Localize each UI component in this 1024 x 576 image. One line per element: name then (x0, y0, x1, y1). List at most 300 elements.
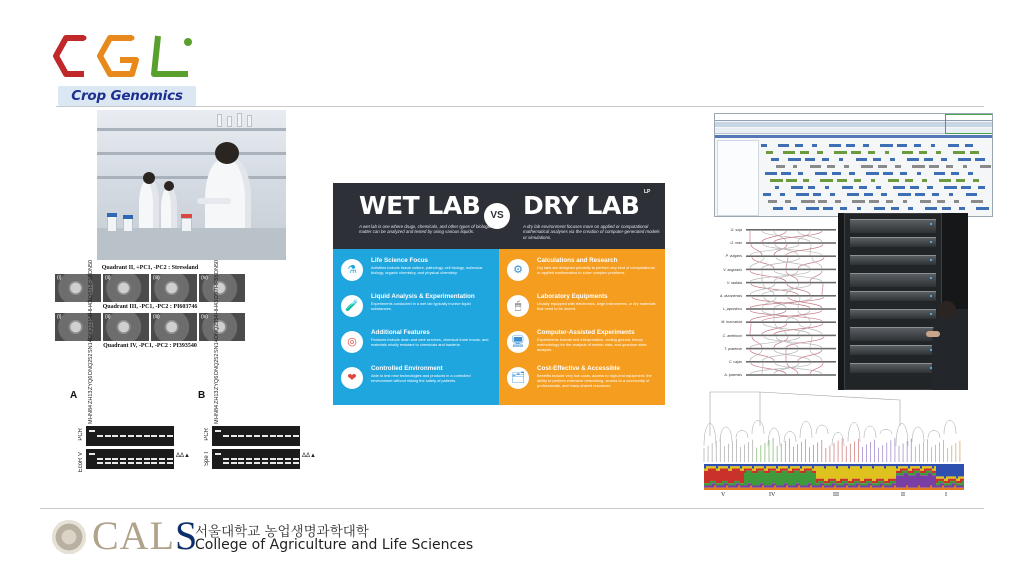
synteny-link (750, 271, 810, 282)
admixture-bar (796, 471, 798, 483)
admixture-bar (928, 473, 930, 488)
admixture-bar (766, 473, 768, 485)
synteny-link (798, 350, 822, 361)
admixture-bar (856, 483, 858, 488)
admixture-bar (918, 464, 920, 466)
admixture-bar (734, 469, 736, 481)
admixture-bar (906, 471, 908, 473)
browser-feature (937, 200, 945, 203)
gel-a-pcr (86, 426, 174, 446)
chromosome-track (746, 321, 836, 323)
browser-feature (856, 158, 867, 161)
admixture-bar (882, 483, 884, 485)
browser-feature (813, 193, 821, 196)
gel-band (293, 458, 299, 460)
admixture-bar (880, 479, 882, 481)
gel-band (136, 435, 142, 437)
admixture-bar (866, 485, 868, 487)
wet-lab-column (333, 249, 499, 405)
admixture-bar (912, 466, 914, 468)
gel-band (246, 462, 252, 464)
admixture-bar (954, 485, 956, 490)
admixture-bar (878, 481, 880, 486)
flask-icon: ⚗ (341, 259, 363, 281)
admixture-bar (934, 475, 936, 487)
browser-feature (857, 207, 861, 210)
gel-band (254, 458, 260, 460)
admixture-bar (790, 473, 792, 485)
admixture-bar (742, 464, 744, 466)
browser-feature (873, 158, 881, 161)
admixture-bar (932, 475, 934, 487)
admixture-bar (826, 466, 828, 481)
target-icon: ◎ (341, 331, 363, 353)
admixture-bar (960, 488, 962, 490)
synteny-link (752, 297, 810, 308)
admixture-bar (950, 476, 952, 478)
admixture-bar (930, 485, 932, 490)
browser-feature (912, 165, 925, 168)
server-unit (850, 291, 936, 301)
admixture-bar (908, 488, 910, 490)
admixture-bar (794, 485, 796, 487)
admixture-bar (902, 469, 904, 471)
admixture-bar (926, 464, 928, 466)
browser-feature (944, 186, 957, 189)
admixture-bar (874, 488, 876, 490)
browser-feature (783, 151, 795, 154)
admixture-bar (962, 479, 964, 481)
admixture-bar (862, 488, 864, 490)
admixture-bar (876, 479, 878, 484)
browser-feature (810, 165, 821, 168)
gel-band (215, 430, 221, 432)
browser-feature (863, 144, 869, 147)
admixture-bar (932, 469, 934, 471)
admixture-bar (740, 488, 742, 490)
admixture-bar (940, 479, 942, 481)
admixture-bar (886, 488, 888, 490)
browser-feature (792, 186, 803, 189)
gel-band (231, 435, 237, 437)
browser-feature (788, 158, 801, 161)
gel-band (112, 435, 118, 437)
admixture-bar (856, 464, 858, 466)
admixture-bar (744, 466, 746, 468)
admixture-bar (844, 481, 846, 483)
admixture-bar (730, 488, 732, 490)
gel-band (97, 458, 103, 460)
synteny-link (751, 284, 798, 295)
gel-band (112, 462, 118, 464)
admixture-bar (924, 464, 926, 466)
admixture-bar (708, 488, 710, 490)
admixture-bar (752, 485, 754, 487)
browser-feature (924, 158, 933, 161)
gel-a-marker: ΔΔ▲ (176, 453, 190, 459)
admixture-bar (904, 464, 906, 466)
admixture-bar (736, 483, 738, 488)
admixture-bar (716, 469, 718, 471)
admixture-bar (956, 464, 958, 479)
admixture-bar (836, 488, 838, 490)
admixture-bar (722, 466, 724, 468)
server-unit (850, 273, 936, 287)
browser-feature (975, 158, 985, 161)
gel-band (120, 458, 126, 460)
admixture-bar (902, 466, 904, 468)
admixture-bar (858, 466, 860, 478)
quadrant-iv-label: Quadrant IV, -PC1, -PC2 : PI393540 (103, 343, 197, 349)
dry-lab-description: A dry lab environment focuses more on applied or computational mathematical analyses via the creation of computer-generated models or simulations. (523, 224, 660, 240)
admixture-bar (726, 485, 728, 490)
admixture-bar (962, 485, 964, 487)
admixture-bar (938, 476, 940, 478)
admixture-bar (738, 466, 740, 468)
admixture-bar (902, 488, 904, 490)
admixture-bar (838, 466, 840, 481)
admixture-bar (798, 466, 800, 468)
gel-band (136, 462, 142, 464)
browser-feature (927, 186, 933, 189)
admixture-bar (718, 464, 720, 466)
admixture-bar (934, 471, 936, 473)
admixture-bar (848, 483, 850, 485)
group-label: II (901, 492, 905, 498)
micrograph-tile: (iii) (151, 274, 197, 302)
admixture-bar (822, 481, 824, 483)
admixture-bar (764, 469, 766, 471)
browser-feature (807, 207, 811, 210)
admixture-bar (824, 469, 826, 481)
admixture-bar (720, 464, 722, 466)
admixture-bar (880, 488, 882, 490)
admixture-bar (784, 466, 786, 468)
synteny-link (752, 337, 762, 348)
admixture-bar (906, 469, 908, 471)
gel-a-top-label: PCR (78, 428, 84, 441)
browser-feature (812, 144, 817, 147)
admixture-bar (936, 488, 938, 490)
admixture-bar (782, 464, 784, 466)
dry-feature-desc: Benefits include very low costs, access to high-end equipment, the ability to perform extensive networking, access to a community of professionals, and many shared resources. (537, 373, 652, 388)
admixture-bar (908, 471, 910, 473)
gel-b-top-label: PCR (204, 428, 210, 441)
admixture-bar (942, 485, 944, 490)
gel-band (215, 453, 221, 455)
gel-band (270, 462, 276, 464)
admixture-bar (746, 485, 748, 487)
admixture-bar (852, 483, 854, 485)
admixture-bar (722, 469, 724, 481)
lane-label: ZH13 (88, 390, 94, 405)
admixture-bar (760, 488, 762, 490)
admixture-bar (950, 481, 952, 486)
admixture-bar (836, 485, 838, 487)
admixture-bar (882, 464, 884, 466)
admixture-bar (884, 483, 886, 485)
admixture-bar (900, 473, 902, 475)
admixture-bar (708, 466, 710, 468)
admixture-bar (838, 464, 840, 466)
admixture-bar (872, 483, 874, 485)
admixture-bar (912, 469, 914, 474)
admixture-bar (754, 485, 756, 487)
tree-branch (720, 427, 732, 442)
species-label: C. arietinum (722, 333, 742, 338)
admixture-bar (958, 481, 960, 483)
admixture-bar (916, 469, 918, 471)
browser-feature (898, 193, 911, 196)
gear-icon: ⚙ (507, 259, 529, 281)
admixture-bar (896, 473, 898, 475)
admixture-bar (754, 488, 756, 490)
admixture-bar (812, 471, 814, 473)
gel-a-digest (86, 449, 174, 469)
gel-band (112, 458, 118, 460)
admixture-bar (918, 473, 920, 485)
synteny-link (798, 310, 810, 321)
admixture-bar (894, 464, 896, 466)
tree-branch (928, 431, 940, 439)
admixture-bar (944, 481, 946, 483)
admixture-bar (956, 479, 958, 481)
browser-feature (773, 207, 783, 210)
lane-label: DNQ2354 (88, 314, 94, 339)
admixture-bar (806, 485, 808, 487)
chromosome-track (746, 374, 836, 376)
admixture-bar (890, 466, 892, 478)
admixture-bar (804, 485, 806, 487)
admixture-bar (828, 464, 830, 466)
admixture-bar (910, 466, 912, 471)
admixture-bar (742, 483, 744, 485)
admixture-bar (894, 485, 896, 490)
gel-band (151, 458, 157, 460)
species-label: G. max (730, 241, 742, 246)
admixture-bar (850, 485, 852, 487)
browser-feature (978, 186, 985, 189)
server-unit (850, 345, 936, 355)
tree-branch (912, 427, 924, 442)
admixture-bar (928, 488, 930, 490)
admixture-bar (828, 488, 830, 490)
lane-label: HF55 (88, 274, 94, 288)
gel-band (167, 462, 173, 464)
admixture-bar (772, 471, 774, 483)
gel-band (277, 435, 283, 437)
tree-root (710, 392, 900, 436)
browser-feature (917, 172, 921, 175)
cals-wordmark: CALS (92, 513, 199, 558)
species-label: V. angularis (723, 267, 742, 272)
browser-feature (818, 200, 827, 203)
browser-feature (790, 207, 797, 210)
browser-feature (777, 165, 785, 168)
browser-feature (919, 151, 927, 154)
gel-band (277, 458, 283, 460)
footer-divider (40, 508, 984, 509)
browser-feature (934, 172, 945, 175)
admixture-bar (806, 464, 808, 466)
server-unit (850, 219, 936, 233)
admixture-bar (798, 485, 800, 490)
admixture-bar (876, 464, 878, 466)
admixture-bar (946, 483, 948, 485)
admixture-bar (764, 471, 766, 473)
lane-label: M (88, 419, 94, 424)
browser-feature (793, 165, 797, 168)
admixture-bar (838, 481, 840, 483)
browser-feature (905, 179, 913, 182)
lane-label: DNQ252 (214, 353, 220, 376)
admixture-bar (886, 481, 888, 483)
admixture-bar (942, 476, 944, 478)
admixture-bar (910, 464, 912, 466)
browser-feature (817, 151, 823, 154)
admixture-bar (806, 469, 808, 471)
dry-feature (507, 293, 663, 327)
admixture-bar (890, 464, 892, 466)
admixture-bar (902, 471, 904, 476)
browser-feature (846, 144, 855, 147)
admixture-bar (840, 483, 842, 485)
admixture-bar (802, 485, 804, 487)
admixture-bar (792, 473, 794, 485)
admixture-bar (824, 483, 826, 485)
gel-band (223, 458, 229, 460)
admixture-bar (818, 481, 820, 486)
admixture-bar (940, 488, 942, 490)
admixture-bar (826, 481, 828, 483)
dry-feature-desc: Usually equipped with electronics, large instruments, or dry materials that need to be stored. (537, 301, 656, 311)
admixture-bar (760, 483, 762, 488)
browser-feature (780, 193, 785, 196)
synteny-link (750, 350, 774, 361)
browser-feature (903, 200, 907, 203)
admixture-bar (812, 473, 814, 485)
micrograph-tile: (ii) (103, 313, 149, 341)
browser-feature (854, 179, 861, 182)
admixture-bar (838, 488, 840, 490)
browser-feature (805, 158, 815, 161)
admixture-bar (912, 464, 914, 466)
admixture-bar (922, 488, 924, 490)
admixture-bar (760, 469, 762, 471)
admixture-bar (820, 481, 822, 483)
admixture-bar (910, 473, 912, 475)
admixture-bar (796, 483, 798, 488)
admixture-bar (914, 475, 916, 487)
admixture-bar (898, 473, 900, 475)
admixture-bar (720, 466, 722, 468)
admixture-bar (852, 488, 854, 490)
admixture-bar (732, 464, 734, 466)
synteny-link (786, 257, 788, 268)
server-rack-photo (838, 213, 968, 390)
admixture-bar (878, 488, 880, 490)
lane-label: SN14 (88, 339, 94, 354)
synteny-link (750, 297, 824, 308)
browser-feature (765, 172, 777, 175)
admixture-bar (962, 488, 964, 490)
admixture-bar (824, 488, 826, 490)
admixture-bar (916, 464, 918, 466)
admixture-bar (782, 485, 784, 487)
admixture-bar (722, 488, 724, 490)
server-unit (850, 309, 936, 319)
admixture-bar (746, 466, 748, 468)
admixture-bar (742, 471, 744, 483)
admixture-bar (732, 483, 734, 485)
admixture-bar (936, 476, 938, 478)
gel-band (238, 462, 244, 464)
admixture-bar (934, 473, 936, 475)
admixture-bar (810, 466, 812, 468)
admixture-bar (850, 483, 852, 485)
browser-feature (941, 158, 947, 161)
admixture-bar (768, 488, 770, 490)
gel-a-bottom-label: EcoR V (78, 452, 84, 473)
admixture-bar (888, 479, 890, 484)
admixture-bar (752, 464, 754, 469)
admixture-bar (778, 473, 780, 485)
browser-feature (840, 207, 847, 210)
admixture-bar (880, 481, 882, 483)
admixture-bar (930, 469, 932, 471)
admixture-bar (956, 483, 958, 485)
admixture-bar (766, 471, 768, 473)
browser-feature (782, 172, 791, 175)
college-name-english: College of Agriculture and Life Sciences (195, 537, 474, 553)
admixture-bar (864, 483, 866, 485)
browser-feature (778, 144, 789, 147)
admixture-bar (856, 481, 858, 483)
admixture-bar (790, 488, 792, 490)
admixture-bar (728, 471, 730, 483)
dry-feature-title: Cost-Effective & Accessible (537, 365, 621, 372)
admixture-bar (922, 464, 924, 466)
admixture-bar (924, 473, 926, 475)
admixture-bar (706, 464, 708, 466)
browser-feature (762, 144, 767, 147)
admixture-bar (822, 466, 824, 478)
admixture-bar (752, 488, 754, 490)
admixture-bar (938, 485, 940, 487)
admixture-bar (904, 466, 906, 468)
admixture-bar (712, 483, 714, 488)
lane-label: SN14 (214, 339, 220, 354)
admixture-bar (800, 469, 802, 471)
lane-label: HN84 (214, 404, 220, 419)
admixture-bar (910, 471, 912, 473)
admixture-bar (770, 488, 772, 490)
admixture-bar (782, 466, 784, 468)
admixture-bar (840, 488, 842, 490)
admixture-bar (724, 488, 726, 490)
dry-feature-title: Calculations and Research (537, 257, 618, 264)
admixture-bar (920, 488, 922, 490)
admixture-bar (920, 475, 922, 487)
browser-feature (852, 200, 865, 203)
admixture-bar (874, 464, 876, 466)
admixture-bar (734, 481, 736, 486)
browser-feature (827, 165, 835, 168)
admixture-bar (822, 479, 824, 481)
admixture-bar (736, 464, 738, 466)
admixture-bar (818, 466, 820, 478)
admixture-bar (916, 473, 918, 488)
